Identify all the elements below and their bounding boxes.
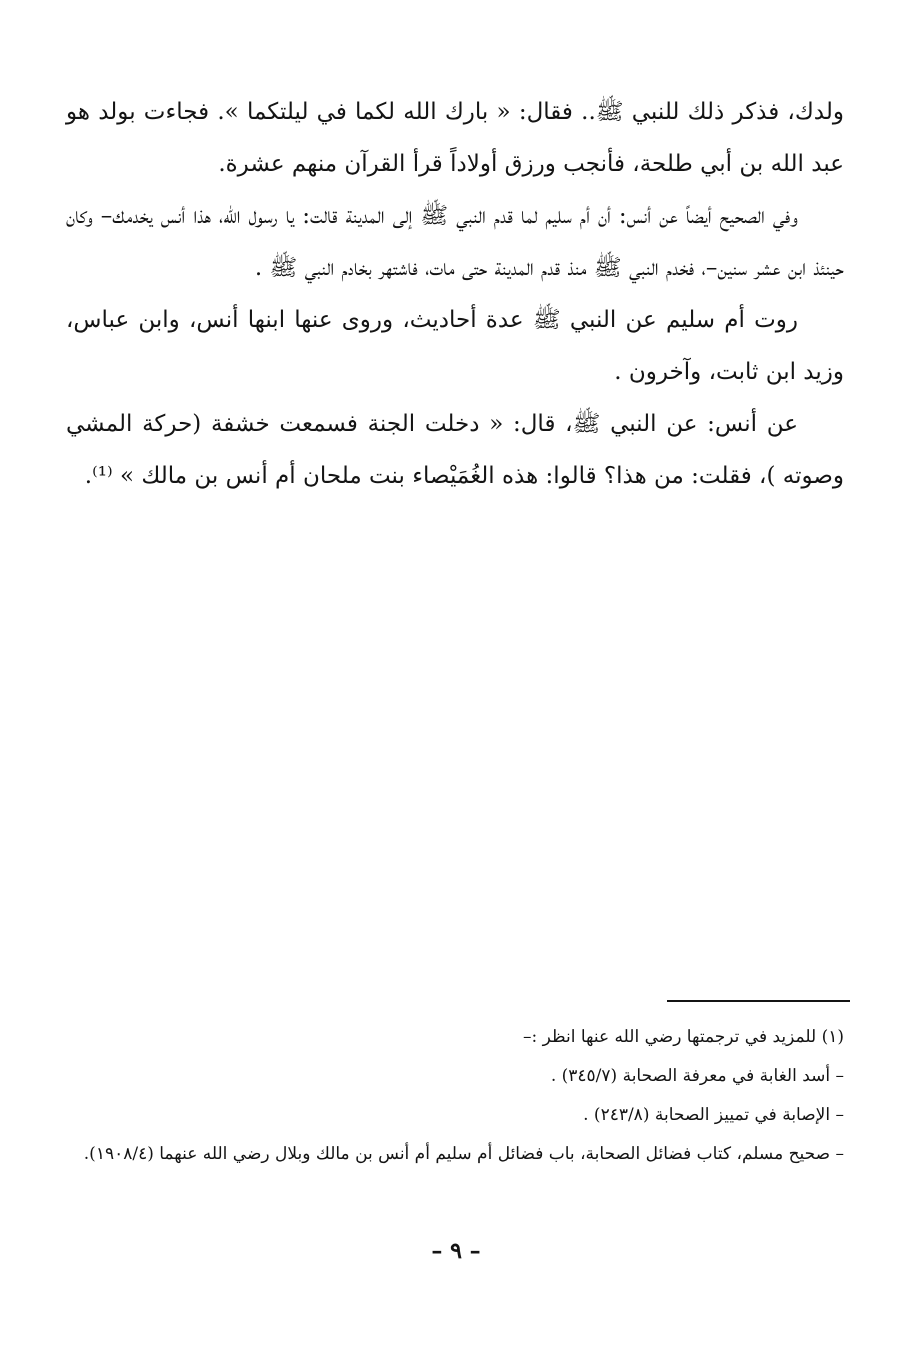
- footnote-ref-sahih-muslim: – صحيح مسلم، كتاب فضائل الصحابة، باب فضائل أم سليم أم أنس بن مالك وبلال رضي الله عنهما (١٩٠٨/٤).: [83, 1144, 844, 1164]
- footnote-ref-usd-al-ghabah: – أسد الغابة في معرفة الصحابة (٣٤٥/٧) .: [550, 1066, 844, 1086]
- main-text: [66, 86, 844, 502]
- paragraph-narrations: روت أم سليم عن النبي ﷺ عدة أحاديث، وروى عنها ابنها أنس، وابن عباس، وزيد ابن ثابت، وآخرون .: [66, 307, 844, 385]
- paragraph-hadith: عن أنس: عن النبي ﷺ، قال: « دخلت الجنة فسمعت خشفة (حركة المشي وصوته )، فقلت: من هذا؟ قالوا: هذه الغُمَيْصاء بنت ملحان أم أنس بن مالك » ⁽¹⁾.: [66, 411, 844, 489]
- footnote-separator: [667, 1000, 850, 1002]
- page-number: – ٩ –: [431, 1238, 481, 1264]
- paragraph-anas-service: وفي الصحيح أيضاً عن أنس: أن أم سليم لما قدم النبي ﷺ إلى المدينة قالت: يا رسول الله، هذا أنس يخدمك– وكان حينئذ ابن عشر سنين–، فخدم النبي ﷺ منذ قدم المدينة حتى مات، فاشتهر بخادم النبي ﷺ .: [66, 203, 844, 281]
- footnote-ref-al-isabah: – الإصابة في تمييز الصحابة (٢٤٣/٨) .: [583, 1105, 844, 1125]
- footnotes: [66, 1018, 844, 1174]
- footnote-intro: (١) للمزيد في ترجمتها رضي الله عنها انظر :–: [523, 1027, 844, 1047]
- paragraph-continuation: ولدك، فذكر ذلك للنبي ﷺ.. فقال: « بارك الله لكما في ليلتكما ». فجاءت بولد هو عبد الله بن أبي طلحة، فأنجب ورزق أولاداً قرأ القرآن منهم عشرة.: [66, 99, 844, 177]
